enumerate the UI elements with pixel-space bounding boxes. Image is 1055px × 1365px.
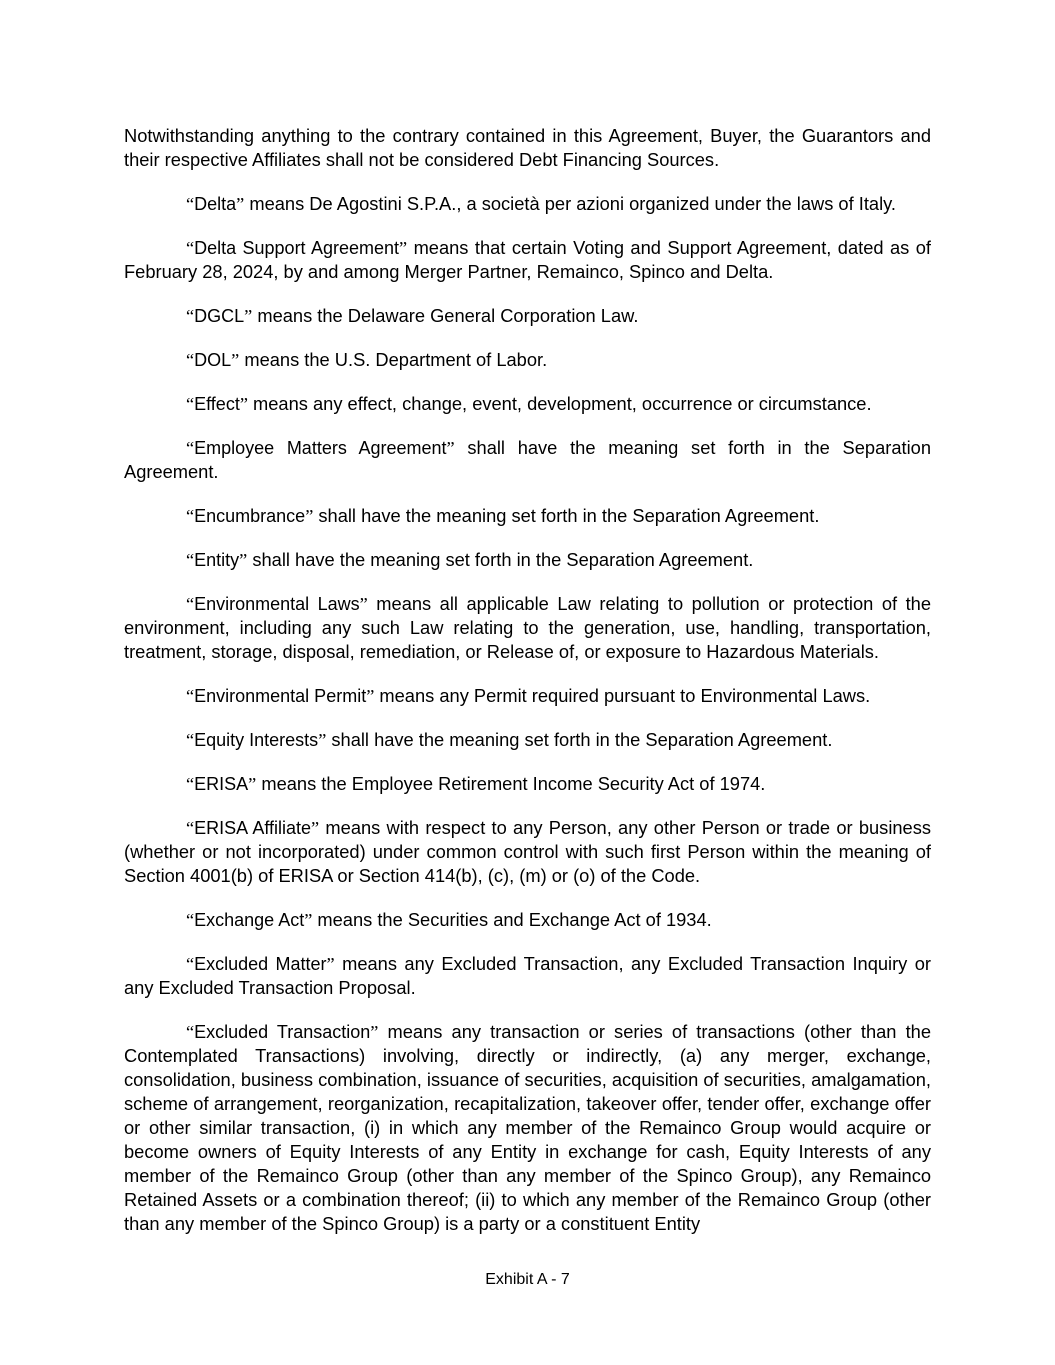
open-quote: “ [186,550,195,570]
defined-term: Delta Support Agreement [194,238,399,258]
document-body [124,124,931,1256]
defined-term: DGCL [194,306,245,326]
open-quote: “ [186,394,195,414]
page-footer: Exhibit A - 7 [485,1271,570,1288]
open-quote: “ [186,238,195,258]
close-quote: ” [359,594,368,614]
close-quote: ” [326,954,335,974]
definition-paragraph [124,392,931,416]
open-quote: “ [186,910,195,930]
definition-paragraph [124,304,931,328]
close-quote: ” [231,350,240,370]
close-quote: ” [370,1022,379,1042]
open-quote: “ [186,306,195,326]
definition-text: means the Delaware General Corporation Law. [252,305,639,326]
definition-text: means all applicable Law relating to pollution or protection of the environment, including any such Law relating to the generation, use, handling, transportation, treatment, storage, disposal, remediation, or Release of, or exposure to Hazardous Materials. [124,593,931,662]
close-quote: ” [366,686,375,706]
close-quote: ” [318,730,327,750]
definition-paragraph [124,952,931,1000]
definition-text: means the Securities and Exchange Act of 1934. [312,909,712,930]
defined-term: Effect [194,394,240,414]
definition-paragraph [124,548,931,572]
defined-term: ERISA [194,774,249,794]
open-quote: “ [186,730,195,750]
defined-term: Encumbrance [194,506,306,526]
definition-paragraph [124,592,931,664]
definition-paragraph [124,192,931,216]
close-quote: ” [248,774,257,794]
close-quote: ” [236,194,245,214]
open-quote: “ [186,954,195,974]
close-quote: ” [311,818,320,838]
defined-term: DOL [194,350,232,370]
open-quote: “ [186,686,195,706]
open-quote: “ [186,194,195,214]
intro-paragraph: Notwithstanding anything to the contrary contained in this Agreement, Buyer, the Guarantors and their respective Affiliates shall not be considered Debt Financing Sources. [124,125,931,170]
definition-text: means with respect to any Person, any other Person or trade or business (whether or not incorporated) under common control with such first Person within the meaning of Section 4001(b) of ERISA or Section 414(b), (c), (m) or (o) of the Code. [124,817,932,886]
close-quote: ” [244,306,253,326]
defined-term: Employee Matters Agreement [194,438,447,458]
open-quote: “ [186,818,195,838]
open-quote: “ [186,594,195,614]
definition-paragraph [124,772,931,796]
defined-term: Excluded Transaction [194,1022,371,1042]
definition-paragraph [124,436,931,484]
close-quote: ” [305,506,314,526]
close-quote: ” [446,438,455,458]
definition-paragraph [124,236,931,284]
definition-text: means any transaction or series of transactions (other than the Contemplated Transactions) involving, directly or indirectly, (a) any merger, exchange, consolidation, business combination, issuance of securities, acquisition of securities, amalgamation, scheme of arrangement, reorganization, recapitalization, takeover offer, tender offer, exchange offer or other similar transaction, (i) in which any member of the Remainco Group would acquire or become owners of Equity Interests of any Entity in exchange for cash, Equity Interests of any member of the Remainco Group (other than any member of the Spinco Group), any Remainco Retained Assets or a combination thereof; (ii) to which any member of the Remainco Group (other than any member of the Spinco Group) is a party or a constituent Entity [124,1021,931,1234]
definition-paragraph [124,348,931,372]
open-quote: “ [186,506,195,526]
definition-paragraph [124,1020,931,1236]
close-quote: ” [239,550,248,570]
open-quote: “ [186,774,195,794]
definition-text: shall have the meaning set forth in the Separation Agreement. [326,729,833,750]
defined-term: Entity [194,550,240,570]
definition-text: shall have the meaning set forth in the Separation Agreement. [124,437,931,482]
close-quote: ” [304,910,313,930]
close-quote: ” [399,238,408,258]
open-quote: “ [186,350,195,370]
definition-paragraph [124,728,931,752]
defined-term: Excluded Matter [194,954,327,974]
definition-text: means that certain Voting and Support Agreement, dated as of February 28, 2024, by and among Merger Partner, Remainco, Spinco and Delta. [124,237,932,282]
definition-text: means any effect, change, event, development, occurrence or circumstance. [247,393,872,414]
open-quote: “ [186,438,195,458]
defined-term: Environmental Permit [194,686,367,706]
defined-term: ERISA Affiliate [194,818,312,838]
definition-text: means De Agostini S.P.A., a società per azioni organized under the laws of Italy. [244,193,897,214]
definition-text: shall have the meaning set forth in the Separation Agreement. [313,505,820,526]
definition-paragraph [124,908,931,932]
definition-text: means the Employee Retirement Income Security Act of 1974. [256,773,766,794]
definition-text: means any Permit required pursuant to Environmental Laws. [374,685,871,706]
definition-paragraph [124,684,931,708]
open-quote: “ [186,1022,195,1042]
defined-term: Equity Interests [194,730,319,750]
defined-term: Exchange Act [194,910,305,930]
defined-term: Delta [194,194,237,214]
definition-text: shall have the meaning set forth in the Separation Agreement. [247,549,754,570]
definition-text: means the U.S. Department of Labor. [239,349,548,370]
defined-term: Environmental Laws [194,594,360,614]
definition-paragraph [124,504,931,528]
close-quote: ” [239,394,248,414]
definition-text: means any Excluded Transaction, any Excluded Transaction Inquiry or any Excluded Transaction Proposal. [124,953,932,998]
definitions-list [124,192,931,1236]
definition-paragraph [124,816,931,888]
